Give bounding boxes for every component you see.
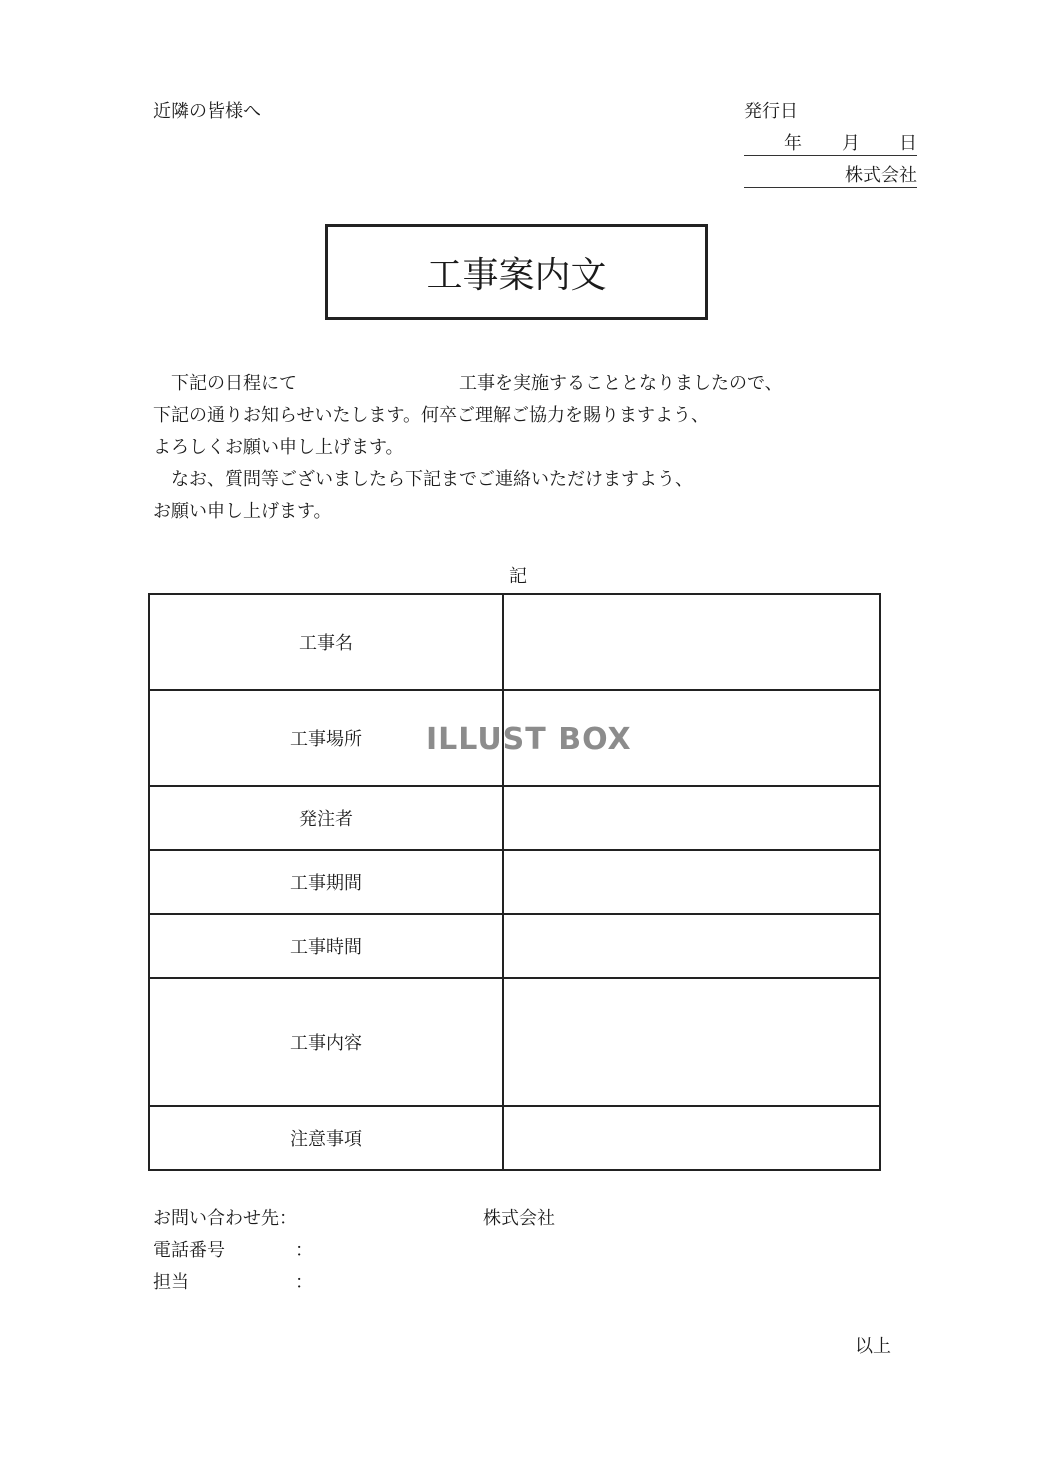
document-title: 工事案内文 (325, 224, 708, 320)
date-year: 年 (784, 133, 802, 154)
phone-colon: ： (295, 1240, 313, 1261)
issue-date-line (744, 133, 917, 156)
issuer-company: 株式会社 (744, 165, 917, 188)
table-row (149, 1106, 880, 1170)
ki-heading: 記 (509, 566, 527, 587)
body-line: なお、質問等ございましたら下記までご連絡いただけますよう、 (153, 469, 693, 490)
row-value-period (503, 850, 880, 914)
row-label-hours: 工事時間 (149, 914, 503, 978)
row-value-hours (503, 914, 880, 978)
body-line: 下記の日程にて 工事を実施することとなりましたので、 (153, 373, 783, 394)
person-label: 担当 (153, 1272, 189, 1293)
table-row (149, 786, 880, 850)
row-value-content (503, 978, 880, 1106)
row-label-client: 発注者 (149, 786, 503, 850)
row-label-period: 工事期間 (149, 850, 503, 914)
body-line: 下記の通りお知らせいたします。何卒ご理解ご協力を賜りますよう、 (153, 405, 710, 426)
inquiry-label: お問い合わせ先： (153, 1208, 297, 1229)
row-value-construction-name (503, 594, 880, 690)
date-month: 月 (842, 133, 860, 154)
issue-date-label: 発行日 (744, 101, 798, 122)
recipient: 近隣の皆様へ (153, 101, 261, 122)
closing: 以上 (855, 1336, 891, 1357)
table-row (149, 914, 880, 978)
date-day: 日 (899, 133, 917, 154)
inquiry-company: 株式会社 (483, 1208, 555, 1229)
body-line: お願い申し上げます。 (153, 501, 332, 522)
person-colon: ： (295, 1272, 313, 1293)
body-text (153, 370, 913, 530)
row-value-client (503, 786, 880, 850)
row-label-content: 工事内容 (149, 978, 503, 1106)
watermark: ILLUST BOX (426, 722, 632, 757)
body-line: よろしくお願い申し上げます。 (153, 437, 404, 458)
phone-label: 電話番号 (153, 1240, 225, 1261)
row-value-notes (503, 1106, 880, 1170)
row-label-construction-name: 工事名 (149, 594, 503, 690)
table-row (149, 978, 880, 1106)
table-row (149, 850, 880, 914)
table-row (149, 594, 880, 690)
row-label-notes: 注意事項 (149, 1106, 503, 1170)
detail-table (148, 593, 881, 1171)
row-label-construction-site: 工事場所 (149, 690, 503, 786)
